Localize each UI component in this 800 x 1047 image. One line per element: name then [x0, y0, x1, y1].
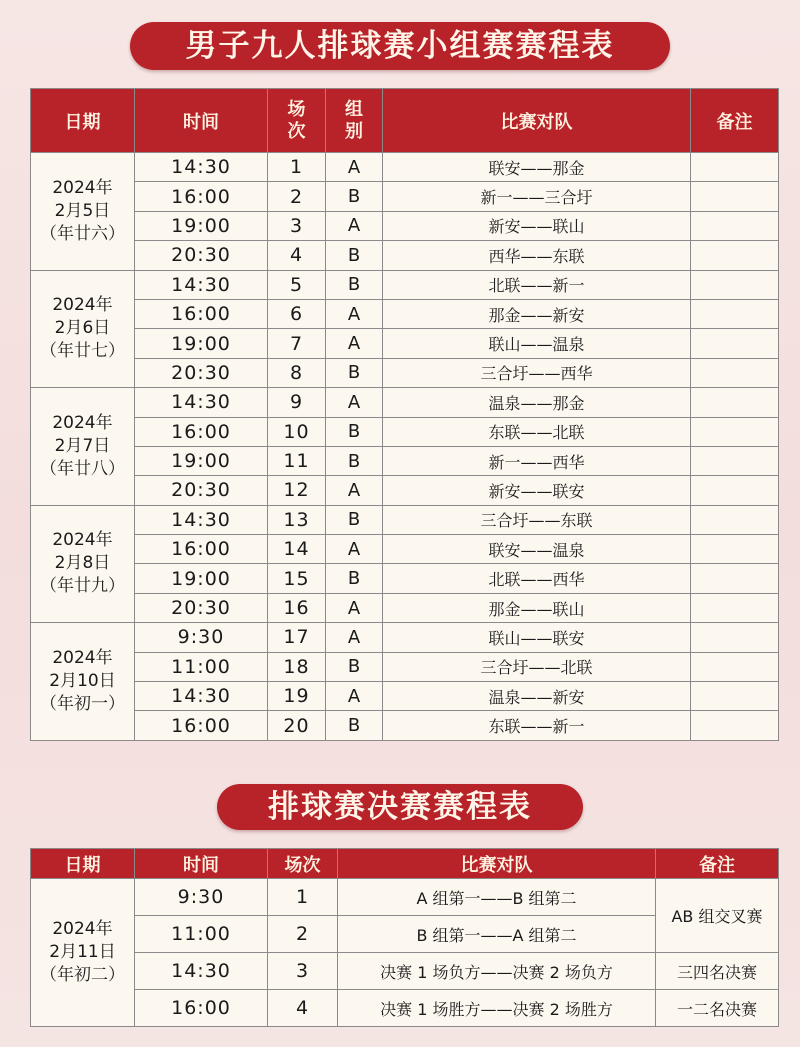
time-cell: 19:00 — [135, 564, 268, 593]
group-cell: B — [326, 564, 383, 593]
time-cell: 20:30 — [135, 358, 268, 387]
group-cell: A — [326, 623, 383, 652]
round-cell: 19 — [268, 682, 326, 711]
note-cell — [691, 388, 779, 417]
table-row — [31, 446, 779, 475]
match-cell: 西华——东联 — [383, 241, 691, 270]
group-cell: A — [326, 476, 383, 505]
round-cell: 6 — [268, 299, 326, 328]
group-cell: A — [326, 535, 383, 564]
round-cell: 3 — [268, 211, 326, 240]
match-cell: 联山——联安 — [383, 623, 691, 652]
time-cell: 19:00 — [135, 329, 268, 358]
match-cell: 三合圩——东联 — [383, 505, 691, 534]
time-cell: 9:30 — [135, 623, 268, 652]
match-cell: 联山——温泉 — [383, 329, 691, 358]
round-cell: 14 — [268, 535, 326, 564]
time-cell: 20:30 — [135, 593, 268, 622]
round-cell: 12 — [268, 476, 326, 505]
time-cell: 14:30 — [135, 153, 268, 182]
group-cell: A — [326, 593, 383, 622]
time-cell: 16:00 — [135, 417, 268, 446]
time-cell: 19:00 — [135, 446, 268, 475]
match-cell: 三合圩——西华 — [383, 358, 691, 387]
date-line: 2024年 — [52, 295, 113, 316]
table-row — [31, 241, 779, 270]
match-cell: 温泉——那金 — [383, 388, 691, 417]
table-row — [31, 388, 779, 417]
header-note: 备注 — [691, 89, 779, 153]
group-header-row — [31, 89, 779, 153]
group-stage-table — [30, 88, 779, 741]
match-cell: 北联——新一 — [383, 270, 691, 299]
final-header-time: 时间 — [135, 849, 268, 879]
table-row — [31, 953, 779, 990]
final-header-note: 备注 — [656, 849, 779, 879]
match-cell: 新安——联安 — [383, 476, 691, 505]
group-cell: A — [326, 329, 383, 358]
table-row — [31, 711, 779, 740]
match-cell: 温泉——新安 — [383, 682, 691, 711]
round-cell: 18 — [268, 652, 326, 681]
note-cell — [691, 446, 779, 475]
note-cell — [691, 270, 779, 299]
match-cell: 那金——联山 — [383, 593, 691, 622]
table-row — [31, 652, 779, 681]
time-cell: 16:00 — [135, 711, 268, 740]
match-cell: 东联——北联 — [383, 417, 691, 446]
note-cell — [691, 182, 779, 211]
round-cell: 17 — [268, 623, 326, 652]
header-date: 日期 — [31, 89, 135, 153]
match-cell: 新一——西华 — [383, 446, 691, 475]
group-cell: B — [326, 417, 383, 446]
note-cell — [691, 329, 779, 358]
group-cell: B — [326, 711, 383, 740]
date-line: （年廿六） — [40, 223, 125, 244]
match-cell: 决赛 1 场胜方——决赛 2 场胜方 — [338, 990, 656, 1027]
header-time: 时间 — [135, 89, 268, 153]
date-line: （年初二） — [40, 965, 125, 985]
round-cell: 1 — [268, 153, 326, 182]
date-line: 2月10日 — [49, 671, 116, 692]
round-cell: 1 — [268, 879, 338, 916]
time-cell: 19:00 — [135, 211, 268, 240]
header-group: 组 别 — [326, 89, 383, 153]
match-cell: 决赛 1 场负方——决赛 2 场负方 — [338, 953, 656, 990]
round-cell: 8 — [268, 358, 326, 387]
group-cell: A — [326, 682, 383, 711]
round-cell: 20 — [268, 711, 326, 740]
match-cell: 东联——新一 — [383, 711, 691, 740]
table-row — [31, 211, 779, 240]
match-cell: A 组第一——B 组第二 — [338, 879, 656, 916]
date-cell — [31, 623, 135, 741]
date-line: （年廿七） — [40, 341, 125, 362]
date-cell — [31, 505, 135, 623]
date-line: 2月6日 — [54, 318, 111, 339]
time-cell: 16:00 — [135, 990, 268, 1027]
date-cell — [31, 388, 135, 506]
round-cell: 7 — [268, 329, 326, 358]
group-cell: B — [326, 446, 383, 475]
round-cell: 4 — [268, 990, 338, 1027]
round-cell: 10 — [268, 417, 326, 446]
table-row — [31, 623, 779, 652]
time-cell: 14:30 — [135, 388, 268, 417]
note-cell — [691, 299, 779, 328]
note-cell — [691, 593, 779, 622]
note-cell — [691, 535, 779, 564]
round-cell: 15 — [268, 564, 326, 593]
note-cell: 三四名决赛 — [656, 953, 779, 990]
table-row — [31, 329, 779, 358]
time-cell: 9:30 — [135, 879, 268, 916]
time-cell: 20:30 — [135, 241, 268, 270]
date-line: 2024年 — [52, 648, 113, 669]
table-row — [31, 270, 779, 299]
final-header-round: 场次 — [268, 849, 338, 879]
date-line: 2024年 — [52, 919, 113, 939]
final-date-cell — [31, 879, 135, 1027]
header-round: 场 次 — [268, 89, 326, 153]
group-cell: B — [326, 505, 383, 534]
match-cell: 那金——新安 — [383, 299, 691, 328]
merged-note-cell: AB 组交叉赛 — [656, 879, 779, 953]
note-cell — [691, 153, 779, 182]
round-cell: 11 — [268, 446, 326, 475]
round-cell: 3 — [268, 953, 338, 990]
match-cell: 三合圩——北联 — [383, 652, 691, 681]
round-cell: 5 — [268, 270, 326, 299]
final-stage-title: 排球赛决赛赛程表 — [217, 784, 583, 830]
date-line: （年初一） — [40, 694, 125, 715]
note-cell: 一二名决赛 — [656, 990, 779, 1027]
match-cell: 联安——那金 — [383, 153, 691, 182]
date-line: （年廿九） — [40, 576, 125, 597]
table-row — [31, 879, 779, 916]
final-stage-table — [30, 848, 779, 1027]
final-header-row — [31, 849, 779, 879]
date-line: 2024年 — [52, 530, 113, 551]
date-line: 2024年 — [52, 177, 113, 198]
table-row — [31, 505, 779, 534]
group-cell: B — [326, 270, 383, 299]
time-cell: 14:30 — [135, 505, 268, 534]
time-cell: 16:00 — [135, 182, 268, 211]
time-cell: 14:30 — [135, 270, 268, 299]
round-cell: 4 — [268, 241, 326, 270]
table-row — [31, 417, 779, 446]
time-cell: 16:00 — [135, 299, 268, 328]
group-cell: B — [326, 652, 383, 681]
note-cell — [691, 505, 779, 534]
table-row — [31, 564, 779, 593]
group-cell: A — [326, 211, 383, 240]
table-row — [31, 358, 779, 387]
table-row — [31, 990, 779, 1027]
group-cell: A — [326, 388, 383, 417]
round-cell: 16 — [268, 593, 326, 622]
table-row — [31, 476, 779, 505]
note-cell — [691, 241, 779, 270]
group-cell: B — [326, 358, 383, 387]
note-cell — [691, 476, 779, 505]
note-cell — [691, 682, 779, 711]
table-row — [31, 535, 779, 564]
note-cell — [691, 564, 779, 593]
final-header-date: 日期 — [31, 849, 135, 879]
note-cell — [691, 211, 779, 240]
table-row — [31, 182, 779, 211]
round-cell: 2 — [268, 916, 338, 953]
time-cell: 11:00 — [135, 916, 268, 953]
round-cell: 13 — [268, 505, 326, 534]
date-line: 2月11日 — [49, 942, 116, 962]
note-cell — [691, 711, 779, 740]
match-cell: 北联——西华 — [383, 564, 691, 593]
group-cell: B — [326, 241, 383, 270]
date-line: 2024年 — [52, 412, 113, 433]
header-match: 比赛对队 — [383, 89, 691, 153]
date-cell — [31, 153, 135, 271]
time-cell: 11:00 — [135, 652, 268, 681]
table-row — [31, 153, 779, 182]
note-cell — [691, 623, 779, 652]
date-line: 2月5日 — [54, 200, 111, 221]
time-cell: 16:00 — [135, 535, 268, 564]
table-row — [31, 682, 779, 711]
match-cell: 新一——三合圩 — [383, 182, 691, 211]
table-row — [31, 299, 779, 328]
date-cell — [31, 270, 135, 388]
group-cell: B — [326, 182, 383, 211]
note-cell — [691, 358, 779, 387]
round-cell: 9 — [268, 388, 326, 417]
time-cell: 20:30 — [135, 476, 268, 505]
group-stage-title: 男子九人排球赛小组赛赛程表 — [130, 22, 670, 70]
match-cell: 新安——联山 — [383, 211, 691, 240]
round-cell: 2 — [268, 182, 326, 211]
match-cell: B 组第一——A 组第二 — [338, 916, 656, 953]
group-cell: A — [326, 299, 383, 328]
note-cell — [691, 652, 779, 681]
time-cell: 14:30 — [135, 682, 268, 711]
group-cell: A — [326, 153, 383, 182]
date-line: 2月8日 — [54, 553, 111, 574]
date-line: （年廿八） — [40, 458, 125, 479]
date-line: 2月7日 — [54, 435, 111, 456]
table-row — [31, 593, 779, 622]
time-cell: 14:30 — [135, 953, 268, 990]
final-header-match: 比赛对队 — [338, 849, 656, 879]
note-cell — [691, 417, 779, 446]
match-cell: 联安——温泉 — [383, 535, 691, 564]
